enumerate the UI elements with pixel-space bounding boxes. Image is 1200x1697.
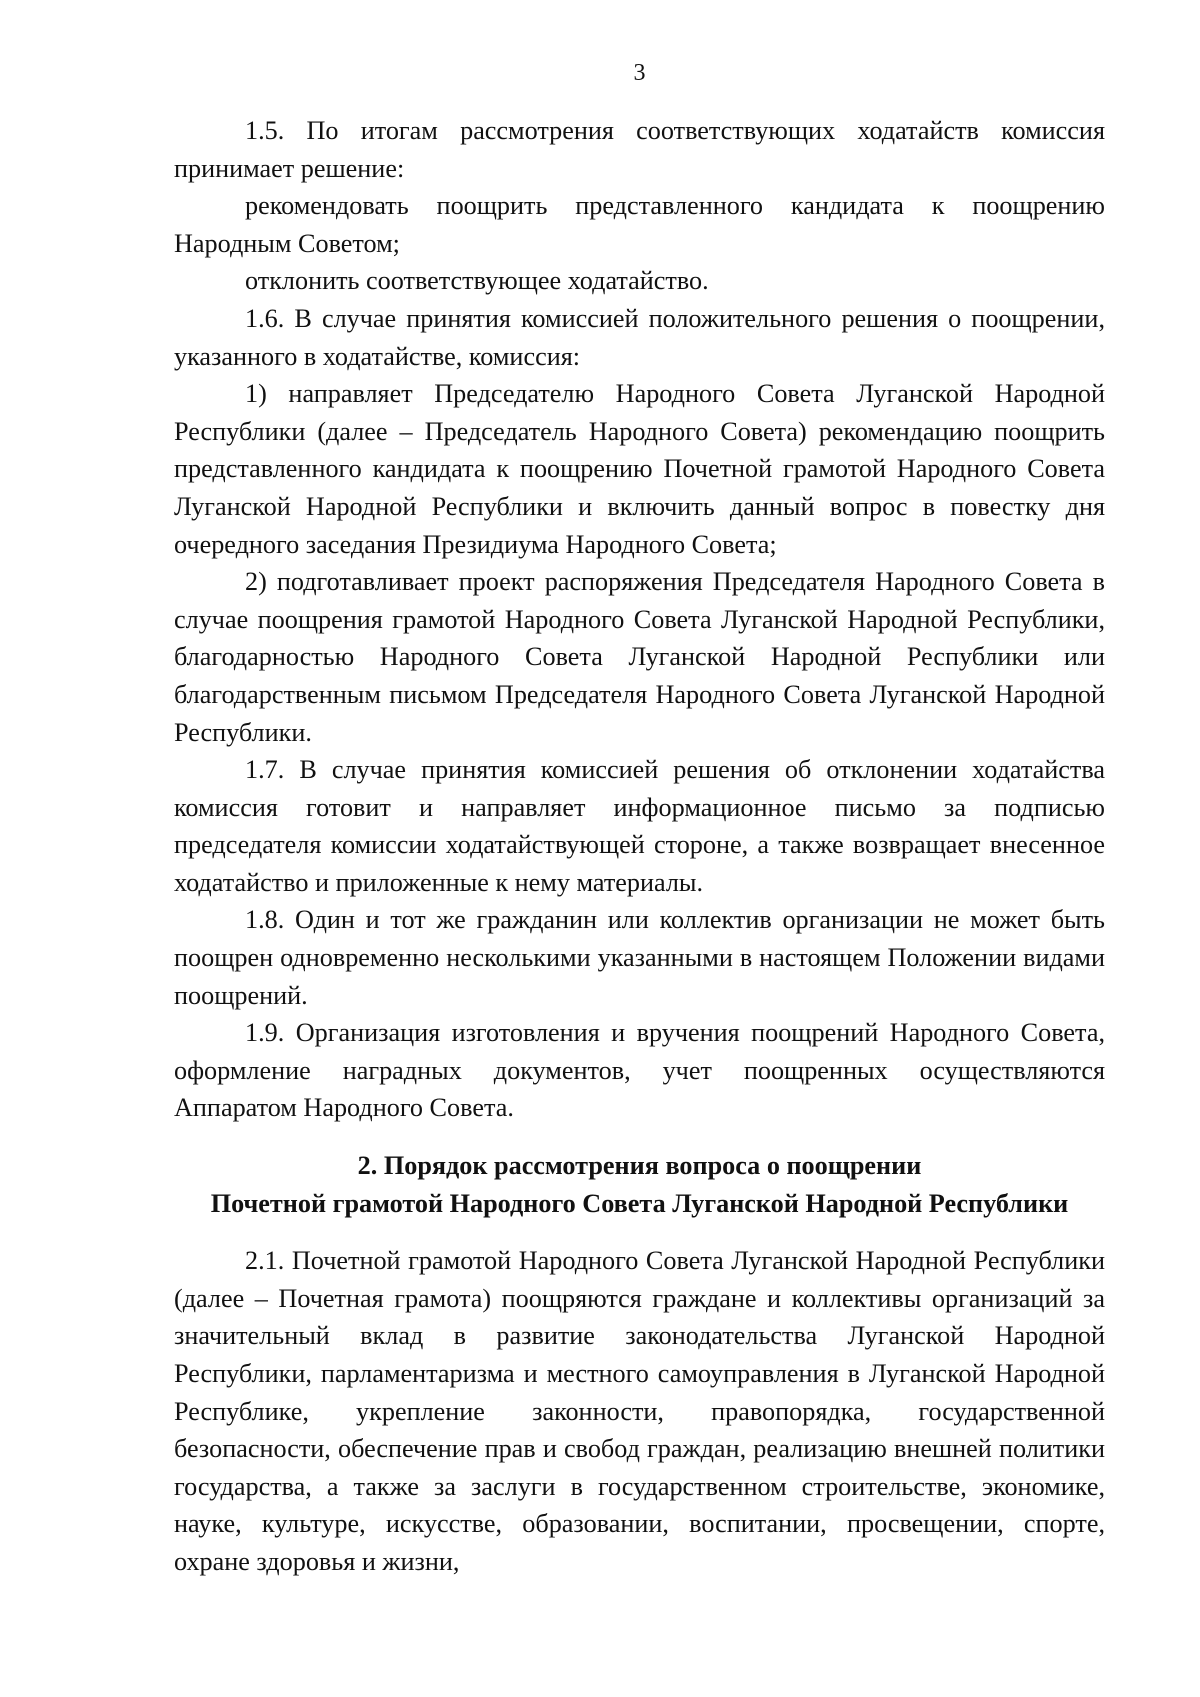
paragraph-1-6-item-2: 2) подготавливает проект распоряжения Председателя Народного Совета в случае поощрения грамотой Народного Совета Луганской Народной Республики, благодарностью Народного Совета Луганской Народной Республики или благодарственным письмом Председателя Народного Совета Луганской Народной Республики.	[174, 567, 1105, 747]
paragraph-1-5: 1.5. По итогам рассмотрения соответствующих ходатайств комиссия принимает решение:	[174, 116, 1105, 183]
section-2-heading-line-2: Почетной грамотой Народного Совета Луганской Народной Республики	[210, 1188, 1069, 1218]
section-2-heading-line-1: 2. Порядок рассмотрения вопроса о поощрении	[357, 1151, 922, 1181]
section-2-heading	[174, 1147, 1105, 1222]
paragraph-1-6-item-1: 1) направляет Председателю Народного Совета Луганской Народной Республики (далее – Председатель Народного Совета) рекомендацию поощрить представленного кандидата к поощрению Почетной грамотой Народного Совета Луганской Народной Республики и включить данный вопрос в повестку дня очередного заседания Президиума Народного Совета;	[174, 379, 1105, 559]
paragraph-1-9: 1.9. Организация изготовления и вручения поощрений Народного Совета, оформление наградных документов, учет поощренных осуществляются Аппаратом Народного Совета.	[174, 1018, 1105, 1123]
paragraph-1-5-option-reject: отклонить соответствующее ходатайство.	[245, 266, 709, 296]
page-number: 3	[633, 60, 646, 86]
paragraph-1-5-option-recommend: рекомендовать поощрить представленного кандидата к поощрению Народным Советом;	[174, 191, 1105, 258]
paragraph-1-8: 1.8. Один и тот же гражданин или коллектив организации не может быть поощрен одновременно несколькими указанными в настоящем Положении видами поощрений.	[174, 905, 1105, 1010]
paragraph-2-1: 2.1. Почетной грамотой Народного Совета Луганской Народной Республики (далее – Почетная грамота) поощряются граждане и коллективы организаций за значительный вклад в развитие законодательства Луганской Народной Республики, парламентаризма и местного самоуправления в Луганской Народной Республике, укрепление законности, правопорядка, государственной безопасности, обеспечение прав и свобод граждан, реализацию внешней политики государства, а также за заслуги в государственном строительстве, экономике, науке, культуре, искусстве, образовании, воспитании, просвещении, спорте, охране здоровья и жизни,	[174, 1246, 1105, 1576]
paragraph-1-6: 1.6. В случае принятия комиссией положительного решения о поощрении, указанного в ходатайстве, комиссия:	[174, 303, 1105, 371]
paragraph-1-7: 1.7. В случае принятия комиссией решения об отклонении ходатайства комиссия готовит и направляет информационное письмо за подписью председателя комиссии ходатайствующей стороне, а также возвращает внесенное ходатайство и приложенные к нему материалы.	[174, 755, 1105, 897]
